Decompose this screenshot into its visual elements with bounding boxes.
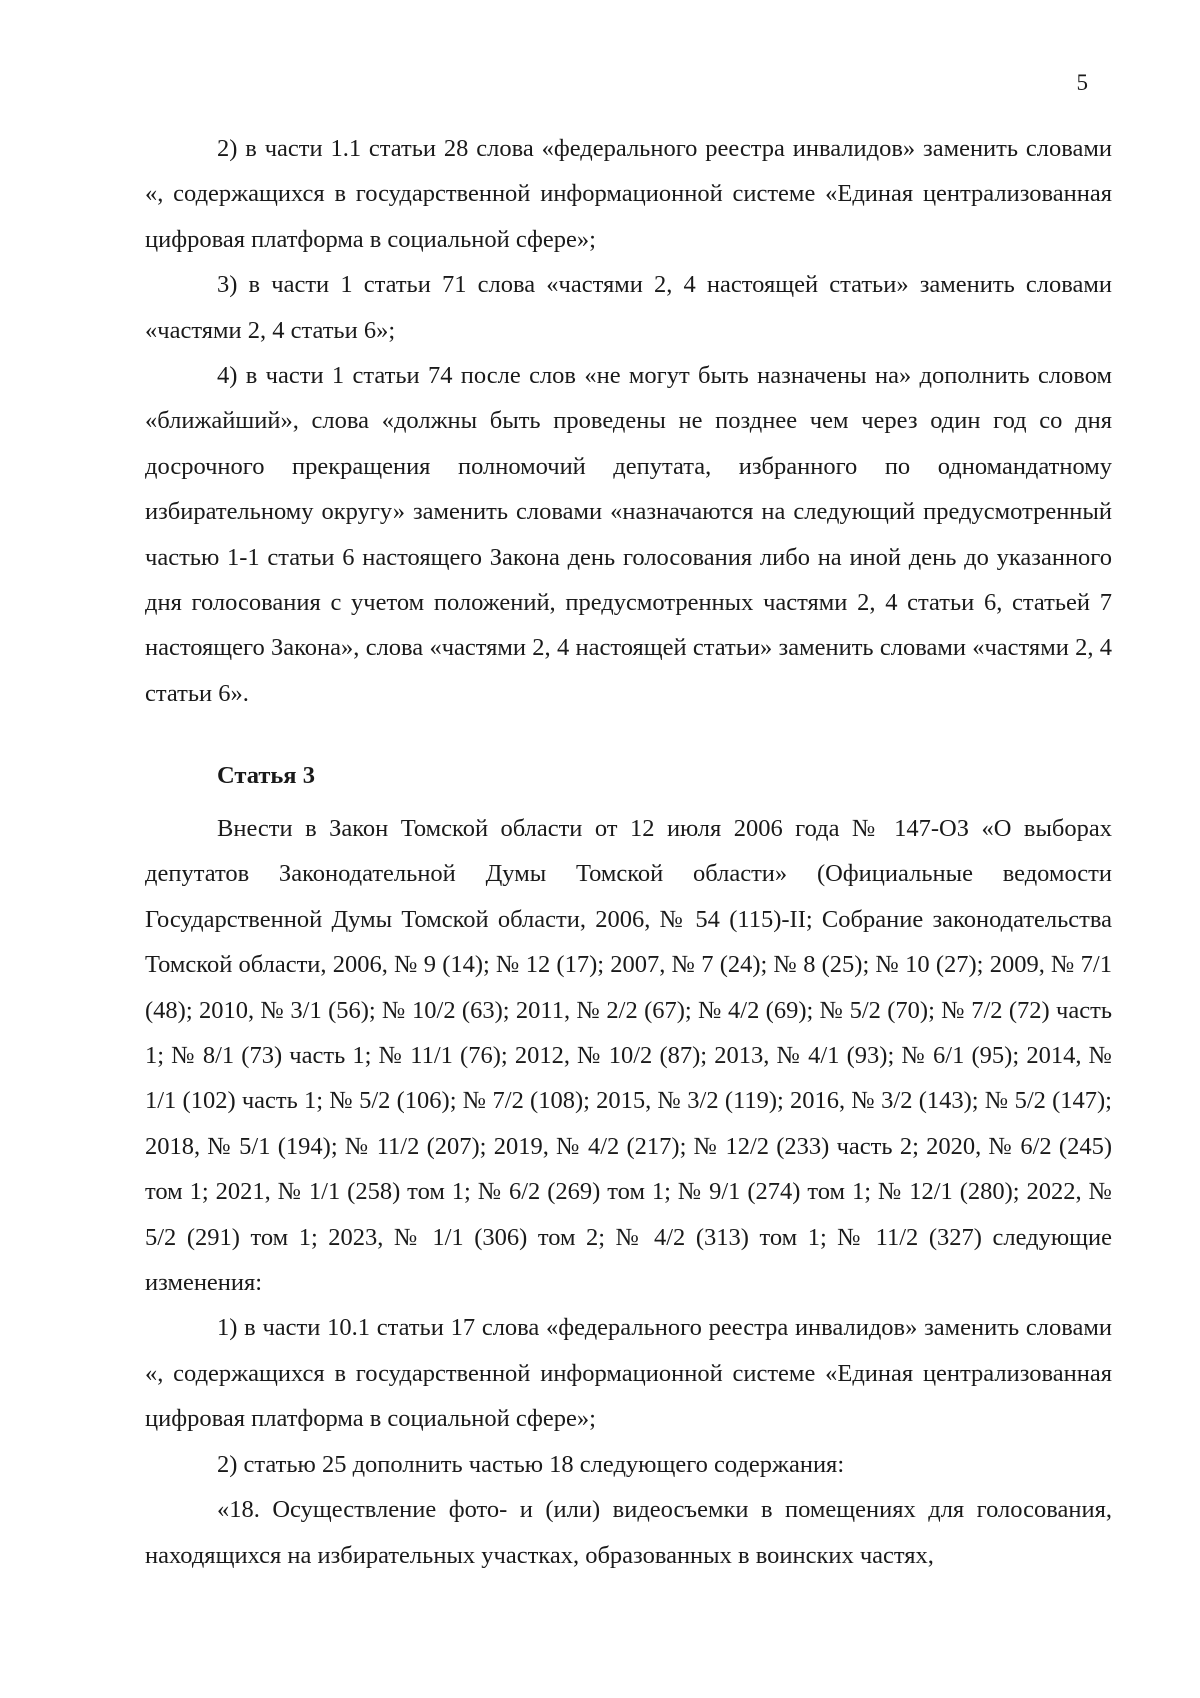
- article-3-intro: Внести в Закон Томской области от 12 июля 2006 года № 147-ОЗ «О выборах депутатов Законодательной Думы Томской области» (Официальные ведомости Государственной Думы Томской области, 2006, № 54 (115)-II; Собрание законодательства Томской области, 2006, № 9 (14); № 12 (17); 2007, № 7 (24); № 8 (25); № 10 (27); 2009, № 7/1 (48); 2010, № 3/1 (56); № 10/2 (63); 2011, № 2/2 (67); № 4/2 (69); № 5/2 (70); № 7/2 (72) часть 1; № 8/1 (73) часть 1; № 11/1 (76); 2012, № 10/2 (87); 2013, № 4/1 (93); № 6/1 (95); 2014, № 1/1 (102) часть 1; № 5/2 (106); № 7/2 (108); 2015, № 3/2 (119); 2016, № 3/2 (143); № 5/2 (147); 2018, № 5/1 (194); № 11/2 (207); 2019, № 4/2 (217); № 12/2 (233) часть 2; 2020, № 6/2 (245) том 1; 2021, № 1/1 (258) том 1; № 6/2 (269) том 1; № 9/1 (274) том 1; № 12/1 (280); 2022, № 5/2 (291) том 1; 2023, № 1/1 (306) том 2; № 4/2 (313) том 1; № 11/2 (327) следующие изменения:: [145, 815, 1112, 1297]
- article-3-quoted-part-18: «18. Осуществление фото- и (или) видеосъемки в помещениях для голосования, находящихся на избирательных участках, образованных в воинских частях,: [145, 1496, 1112, 1569]
- page-number: 5: [1076, 70, 1088, 95]
- paragraph-item-3: 3) в части 1 статьи 71 слова «частями 2, 4 настоящей статьи» заменить словами «частями 2, 4 статьи 6»;: [145, 271, 1112, 344]
- amendments-continued: [145, 126, 1112, 716]
- article-3-body: [145, 806, 1112, 1578]
- paragraph-item-4: 4) в части 1 статьи 74 после слов «не могут быть назначены на» дополнить словом «ближайший», слова «должны быть проведены не позднее чем через один год со дня досрочного прекращения полномочий депутата, избранного по одномандатному избирательному округу» заменить словами «назначаются на следующий предусмотренный частью 1-1 статьи 6 настоящего Закона день голосования либо на иной день до указанного дня голосования с учетом положений, предусмотренных частями 2, 4 статьи 6, статьей 7 настоящего Закона», слова «частями 2, 4 настоящей статьи» заменить словами «частями 2, 4 статьи 6».: [145, 362, 1112, 707]
- article-3-item-2: 2) статью 25 дополнить частью 18 следующего содержания:: [217, 1450, 845, 1478]
- article-3-item-1: 1) в части 10.1 статьи 17 слова «федерального реестра инвалидов» заменить словами «, содержащихся в государственной информационной системе «Единая централизованная цифровая платформа в социальной сфере»;: [145, 1314, 1112, 1433]
- article-3-heading: Статья 3: [217, 762, 315, 789]
- paragraph-item-2: 2) в части 1.1 статьи 28 слова «федерального реестра инвалидов» заменить словами «, содержащихся в государственной информационной системе «Единая централизованная цифровая платформа в социальной сфере»;: [145, 135, 1112, 253]
